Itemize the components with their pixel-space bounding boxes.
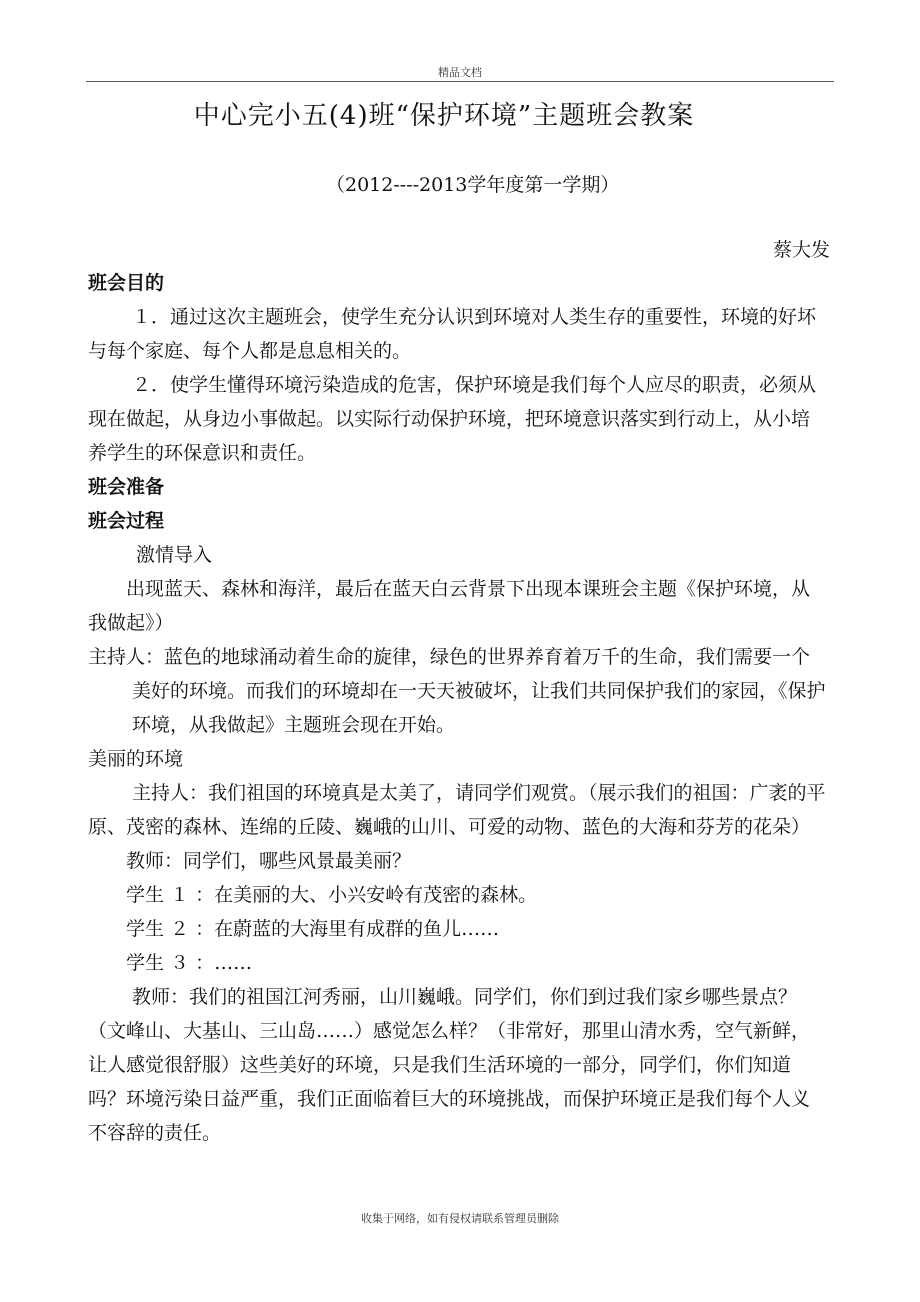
- student-answer-2: 学生 ２ ：在蔚蓝的大海里有成群的鱼儿……: [126, 918, 500, 940]
- subheading-beauty: 美丽的环境: [88, 748, 184, 770]
- teacher-question: 教师：同学们，哪些风景最美丽？: [126, 850, 412, 872]
- author-name: 蔡大发: [772, 239, 830, 261]
- subheading-intro: 激情导入: [136, 544, 213, 566]
- student-answer-1: 学生 １ ：在美丽的大、小兴安岭有茂密的森林。: [126, 884, 538, 906]
- purpose-paragraph-2: ２．使学生懂得环境污染造成的危害，保护环境是我们每个人应尽的职责，必须从现在做起，从身边小事做起。以实际行动保护环境，把环境意识落实到行动上，从小培养学生的环保意识和责任。: [88, 374, 817, 464]
- document-title: 中心完小五(4)班“保护环境”主题班会教案: [193, 101, 695, 131]
- teacher-paragraph-2: 教师：我们的祖国江河秀丽，山川巍峨。同学们，你们到过我们家乡哪些景点？（文峰山、大基山、三山岛……）感觉怎么样？（非常好，那里山清水秀，空气新鲜，让人感觉很舒服）这些美好的环境，只是我们生活环境的一部分，同学们，你们知道吗？环境污染日益严重，我们正面临着巨大的环境挑战，而保护环境正是我们每个人义不容辞的责任。: [88, 986, 811, 1144]
- section-heading-process: 班会过程: [88, 510, 165, 532]
- school-term: （2012----2013学年度第一学期）: [326, 174, 620, 196]
- intro-paragraph: 出现蓝天、森林和海洋，最后在蓝天白云背景下出现本课班会主题《保护环境，从我做起》）: [88, 578, 811, 634]
- purpose-paragraph-1: １．通过这次主题班会，使学生充分认识到环境对人类生存的重要性，环境的好坏与每个家庭、每个人都是息息相关的。: [88, 306, 817, 362]
- student-answer-3: 学生 ３ ：……: [126, 952, 253, 974]
- header-label: 精品文档: [438, 66, 482, 79]
- section-heading-preparation: 班会准备: [88, 476, 165, 498]
- section-heading-purpose: 班会目的: [88, 272, 165, 294]
- host-paragraph-2: 主持人：我们祖国的环境真是太美了，请同学们观赏。（展示我们的祖国：广袤的平原、茂密的森林、连绵的丘陵、巍峨的山川、可爱的动物、蓝色的大海和芬芳的花朵）: [88, 782, 826, 838]
- footer-label: 收集于网络，如有侵权请联系管理员删除: [361, 1212, 559, 1225]
- document-body: [88, 266, 828, 1150]
- header-divider: [86, 81, 834, 82]
- host-paragraph-1: 主持人：蓝色的地球涌动着生命的旋律，绿色的世界养育着万千的生命，我们需要一个美好的环境。而我们的环境却在一天天被破坏，让我们共同保护我们的家园，《保护环境，从我做起》主题班会现在开始。: [88, 646, 826, 736]
